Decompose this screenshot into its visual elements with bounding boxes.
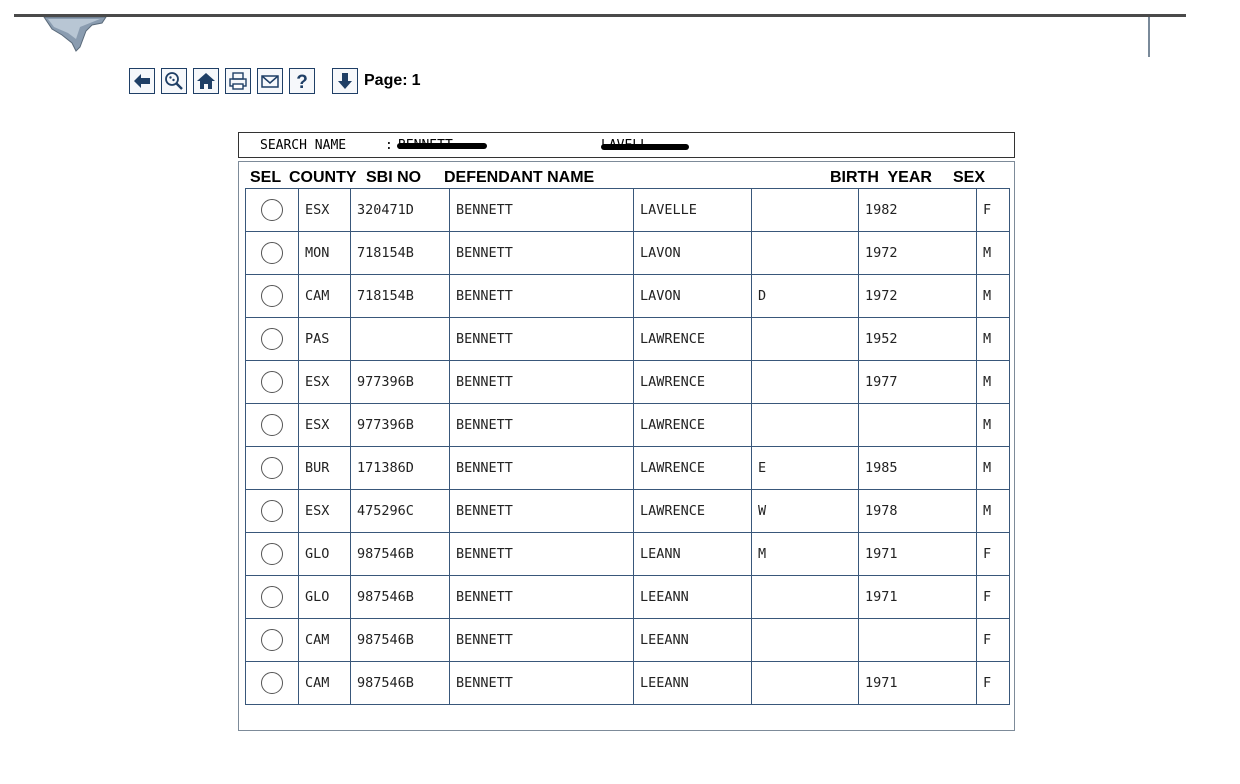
last-name-cell: BENNETT [450,232,634,275]
county-cell: ESX [299,361,351,404]
first-name-cell: LEANN [634,533,752,576]
county-cell: CAM [299,275,351,318]
select-radio[interactable] [261,285,283,307]
table-row [246,361,1010,404]
download-button[interactable] [332,68,358,94]
select-cell [246,275,299,318]
sex-cell: F [977,619,1010,662]
county-cell: GLO [299,576,351,619]
sbi-cell: 718154B [351,232,450,275]
header-defendant-name: DEFENDANT NAME [444,169,595,186]
select-radio[interactable] [261,328,283,350]
header-sex: SEX [953,169,986,186]
middle-initial-cell [752,189,859,232]
sex-cell: F [977,662,1010,705]
sbi-cell: 977396B [351,404,450,447]
sex-cell: M [977,361,1010,404]
sex-cell: M [977,447,1010,490]
last-name-cell: BENNETT [450,318,634,361]
last-name-cell: BENNETT [450,490,634,533]
table-row [246,662,1010,705]
select-radio[interactable] [261,543,283,565]
first-name-cell: LAVON [634,232,752,275]
select-radio[interactable] [261,672,283,694]
select-radio[interactable] [261,242,283,264]
header-birth-year: BIRTH YEAR [830,169,932,186]
header-sbi-no: SBI NO [366,169,422,186]
county-cell: CAM [299,619,351,662]
middle-initial-cell [752,232,859,275]
middle-initial-cell [752,576,859,619]
county-cell: ESX [299,490,351,533]
birth-year-cell [859,404,977,447]
first-name-cell: LEEANN [634,619,752,662]
first-name-cell: LAWRENCE [634,361,752,404]
sbi-cell: 320471D [351,189,450,232]
sbi-cell: 987546B [351,662,450,705]
table-row [246,404,1010,447]
sbi-cell: 987546B [351,576,450,619]
table-row [246,533,1010,576]
county-cell: ESX [299,404,351,447]
zoom-icon [164,71,184,91]
birth-year-cell: 1977 [859,361,977,404]
first-name-cell: LAVON [634,275,752,318]
sex-cell: M [977,404,1010,447]
select-radio[interactable] [261,414,283,436]
redaction-mark [601,144,689,150]
select-cell [246,361,299,404]
select-radio[interactable] [261,586,283,608]
county-cell: PAS [299,318,351,361]
back-arrow-icon [132,71,152,91]
table-row [246,619,1010,662]
email-button[interactable] [257,68,283,94]
table-row [246,232,1010,275]
sbi-cell: 987546B [351,533,450,576]
sex-cell: M [977,232,1010,275]
table-row [246,318,1010,361]
print-button[interactable] [225,68,251,94]
county-cell: BUR [299,447,351,490]
last-name-cell: BENNETT [450,361,634,404]
middle-initial-cell: W [752,490,859,533]
sex-cell: F [977,533,1010,576]
select-cell [246,318,299,361]
middle-initial-cell [752,662,859,705]
first-name-cell: LAVELLE [634,189,752,232]
select-radio[interactable] [261,199,283,221]
select-radio[interactable] [261,457,283,479]
first-name-cell: LEEANN [634,662,752,705]
select-cell [246,576,299,619]
last-name-cell: BENNETT [450,275,634,318]
middle-initial-cell [752,619,859,662]
birth-year-cell: 1978 [859,490,977,533]
sex-cell: F [977,576,1010,619]
middle-initial-cell [752,404,859,447]
middle-initial-cell: D [752,275,859,318]
search-name-box [238,132,1015,158]
search-name-colon: : [385,138,393,153]
select-cell [246,404,299,447]
right-border-tick [1148,17,1150,57]
first-name-cell: LAWRENCE [634,404,752,447]
toolbar [129,67,420,95]
middle-initial-cell [752,318,859,361]
select-cell [246,662,299,705]
table-row [246,189,1010,232]
last-name-cell: BENNETT [450,662,634,705]
sbi-cell: 475296C [351,490,450,533]
table-row [246,447,1010,490]
help-button[interactable] [289,68,315,94]
select-cell [246,490,299,533]
birth-year-cell: 1952 [859,318,977,361]
sbi-cell: 171386D [351,447,450,490]
middle-initial-cell [752,361,859,404]
last-name-cell: BENNETT [450,189,634,232]
zoom-button[interactable] [161,68,187,94]
svg-text:?: ? [296,72,308,91]
birth-year-cell: 1971 [859,576,977,619]
birth-year-cell [859,619,977,662]
first-name-cell: LAWRENCE [634,490,752,533]
table-row [246,275,1010,318]
results-table [245,188,1010,705]
middle-initial-cell: E [752,447,859,490]
sbi-cell [351,318,450,361]
select-cell [246,232,299,275]
redaction-mark [397,143,487,149]
mail-icon [260,71,280,91]
sex-cell: M [977,275,1010,318]
select-radio[interactable] [261,500,283,522]
birth-year-cell: 1972 [859,232,977,275]
last-name-cell: BENNETT [450,404,634,447]
home-icon [196,71,216,91]
county-cell: ESX [299,189,351,232]
birth-year-cell: 1972 [859,275,977,318]
corner-logo [40,17,110,53]
sbi-cell: 987546B [351,619,450,662]
last-name-cell: BENNETT [450,576,634,619]
header-county: COUNTY [289,169,357,186]
county-cell: GLO [299,533,351,576]
home-button[interactable] [193,68,219,94]
first-name-cell: LEEANN [634,576,752,619]
page-indicator [364,72,420,90]
select-cell [246,447,299,490]
top-border [14,14,1186,17]
sex-cell: M [977,318,1010,361]
help-icon [292,71,312,91]
last-name-cell: BENNETT [450,447,634,490]
birth-year-cell: 1982 [859,189,977,232]
county-cell: MON [299,232,351,275]
back-button[interactable] [129,68,155,94]
middle-initial-cell: M [752,533,859,576]
last-name-cell: BENNETT [450,619,634,662]
sex-cell: M [977,490,1010,533]
first-name-cell: LAWRENCE [634,318,752,361]
page-label: Page: [364,72,408,89]
birth-year-cell: 1985 [859,447,977,490]
header-sel: SEL [250,169,282,186]
county-cell: CAM [299,662,351,705]
select-radio[interactable] [261,371,283,393]
print-icon [228,71,248,91]
select-cell [246,619,299,662]
table-row [246,490,1010,533]
search-name-label: SEARCH NAME [260,138,347,153]
page-number: 1 [411,72,421,89]
first-name-cell: LAWRENCE [634,447,752,490]
select-cell [246,189,299,232]
sex-cell: F [977,189,1010,232]
select-radio[interactable] [261,629,283,651]
birth-year-cell: 1971 [859,533,977,576]
download-arrow-icon [335,71,355,91]
birth-year-cell: 1971 [859,662,977,705]
select-cell [246,533,299,576]
sbi-cell: 977396B [351,361,450,404]
sbi-cell: 718154B [351,275,450,318]
last-name-cell: BENNETT [450,533,634,576]
table-row [246,576,1010,619]
